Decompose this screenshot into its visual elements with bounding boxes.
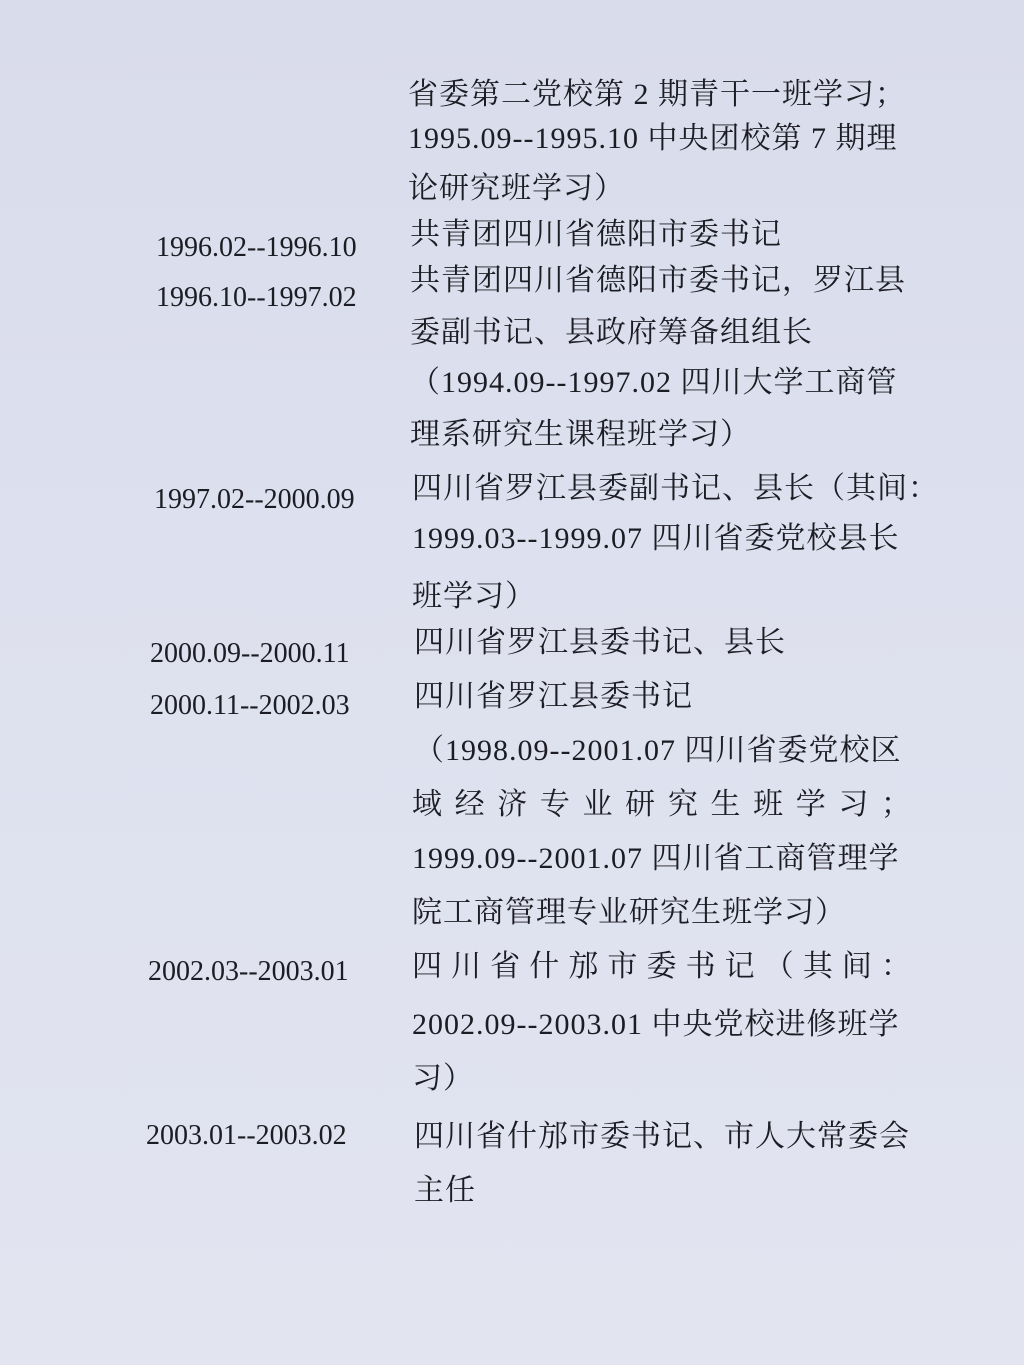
entry-line: 院工商管理专业研究生班学习）	[412, 896, 846, 929]
entry-date: 2003.01--2003.02	[146, 1120, 347, 1151]
entry-line: 委副书记、县政府筹备组组长	[410, 316, 813, 349]
entry-date: 1996.02--1996.10	[156, 232, 357, 263]
entry-line: 四川省什邡市委书记、市人大常委会	[414, 1120, 910, 1153]
entry-line: （1994.09--1997.02 四川大学工商管	[410, 366, 898, 399]
entry-line: 理系研究生课程班学习）	[410, 418, 751, 451]
entry-date: 2002.03--2003.01	[148, 956, 349, 987]
entry-line: 习）	[412, 1062, 474, 1095]
entry-line: 1999.09--2001.07 四川省工商管理学	[412, 842, 900, 875]
entry-line: 论研究班学习）	[408, 172, 625, 205]
entry-line: 四川省罗江县委书记、县长	[414, 626, 786, 659]
entry-line: 1995.09--1995.10 中央团校第 7 期理	[408, 122, 898, 155]
entry-line: 2002.09--2003.01 中央党校进修班学	[412, 1008, 900, 1041]
entry-date: 2000.11--2002.03	[150, 690, 350, 721]
entry-line: 域经济专业研究生班学习；	[412, 788, 912, 821]
entry-line: 1999.03--1999.07 四川省委党校县长	[412, 522, 900, 555]
entry-line: 四川省罗江县委书记	[414, 680, 693, 713]
entry-date: 2000.09--2000.11	[150, 638, 350, 669]
entry-line: 四川省什邡市委书记（其间：	[412, 950, 912, 983]
entry-date: 1996.10--1997.02	[156, 282, 357, 313]
entry-line: 共青团四川省德阳市委书记	[410, 218, 782, 251]
entry-line: 共青团四川省德阳市委书记，罗江县	[410, 264, 906, 297]
entry-date: 1997.02--2000.09	[154, 484, 355, 515]
entry-line: 班学习）	[412, 580, 536, 613]
entry-line: 主任	[414, 1174, 476, 1207]
entry-line: 四川省罗江县委副书记、县长（其间：	[412, 472, 939, 505]
entry-line: （1998.09--2001.07 四川省委党校区	[414, 734, 902, 767]
entry-line: 省委第二党校第 2 期青干一班学习；	[408, 78, 906, 111]
